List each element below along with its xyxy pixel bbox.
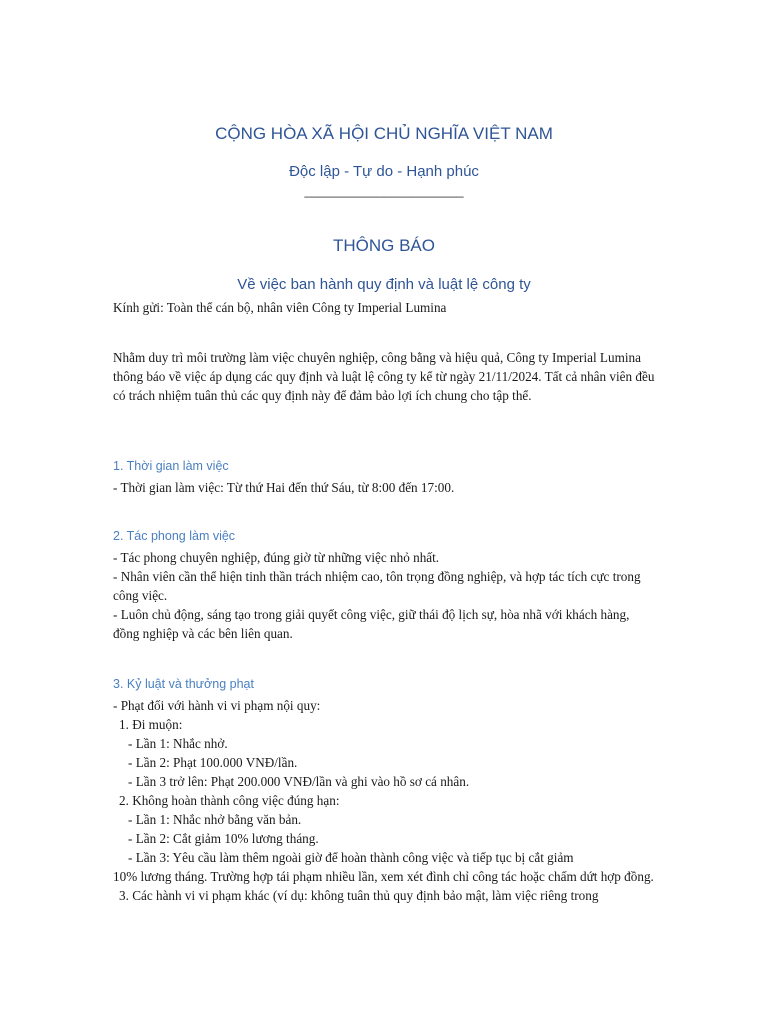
motto-underline: ______________________ [304, 183, 464, 198]
section-heading-discipline: 3. Kỷ luật và thưởng phạt [113, 677, 254, 691]
list-item: 3. Các hành vi vi phạm khác (ví dụ: không tuân thủ quy định bảo mật, làm việc riêng trong [119, 888, 599, 903]
section-body-conduct [113, 548, 658, 643]
list-item: - Lần 2: Cắt giảm 10% lương tháng. [128, 831, 319, 846]
national-title: CỘNG HÒA XÃ HỘI CHỦ NGHĨA VIỆT NAM [215, 124, 553, 143]
list-item: - Nhân viên cần thể hiện tinh thần trách nhiệm cao, tôn trọng đồng nghiệp, và hợp tác tích cực trong công việc. [113, 569, 641, 603]
greeting: Kính gửi: Toàn thể cán bộ, nhân viên Công ty Imperial Lumina [113, 300, 447, 315]
list-item: 10% lương tháng. Trường hợp tái phạm nhiều lần, xem xét đình chỉ công tác hoặc chấm dứt hợp đồng. [113, 869, 654, 884]
list-item: - Tác phong chuyên nghiệp, đúng giờ từ những việc nhỏ nhất. [113, 550, 440, 565]
section-heading-conduct: 2. Tác phong làm việc [113, 529, 236, 543]
list-item: - Lần 1: Nhắc nhở. [128, 736, 228, 751]
intro-paragraph: Nhằm duy trì môi trường làm việc chuyên nghiệp, công bằng và hiệu quả, Công ty Imperial Lumina thông báo về việc áp dụng các quy định và luật lệ công ty kể từ ngày 21/11/2024. Tất cả nhân viên đều có trách nhiệm tuân thủ các quy định này để đảm bảo lợi ích chung cho tập thể. [113, 350, 655, 403]
notice-subject: Về việc ban hành quy định và luật lệ công ty [237, 276, 531, 293]
list-item: - Lần 1: Nhắc nhở bằng văn bản. [128, 812, 302, 827]
list-item: 1. Đi muộn: [119, 717, 183, 732]
list-item: 2. Không hoàn thành công việc đúng hạn: [119, 793, 340, 808]
section-body-discipline [113, 696, 658, 905]
section-heading-working-time: 1. Thời gian làm việc [113, 459, 229, 473]
notice-title: THÔNG BÁO [332, 236, 435, 255]
list-item: - Thời gian làm việc: Từ thứ Hai đến thứ Sáu, từ 8:00 đến 17:00. [113, 480, 455, 495]
list-item: - Lần 3: Yêu cầu làm thêm ngoài giờ để hoàn thành công việc và tiếp tục bị cắt giảm [128, 850, 574, 865]
list-item: - Lần 3 trở lên: Phạt 200.000 VNĐ/lần và ghi vào hồ sơ cá nhân. [128, 774, 470, 789]
list-item: - Phạt đối với hành vi vi phạm nội quy: [113, 698, 321, 713]
national-motto: Độc lập - Tự do - Hạnh phúc [289, 163, 479, 180]
list-item: - Lần 2: Phạt 100.000 VNĐ/lần. [128, 755, 298, 770]
section-body-working-time [113, 478, 658, 497]
list-item: - Luôn chủ động, sáng tạo trong giải quyết công việc, giữ thái độ lịch sự, hòa nhã với khách hàng, đồng nghiệp và các bên liên quan. [113, 607, 630, 641]
